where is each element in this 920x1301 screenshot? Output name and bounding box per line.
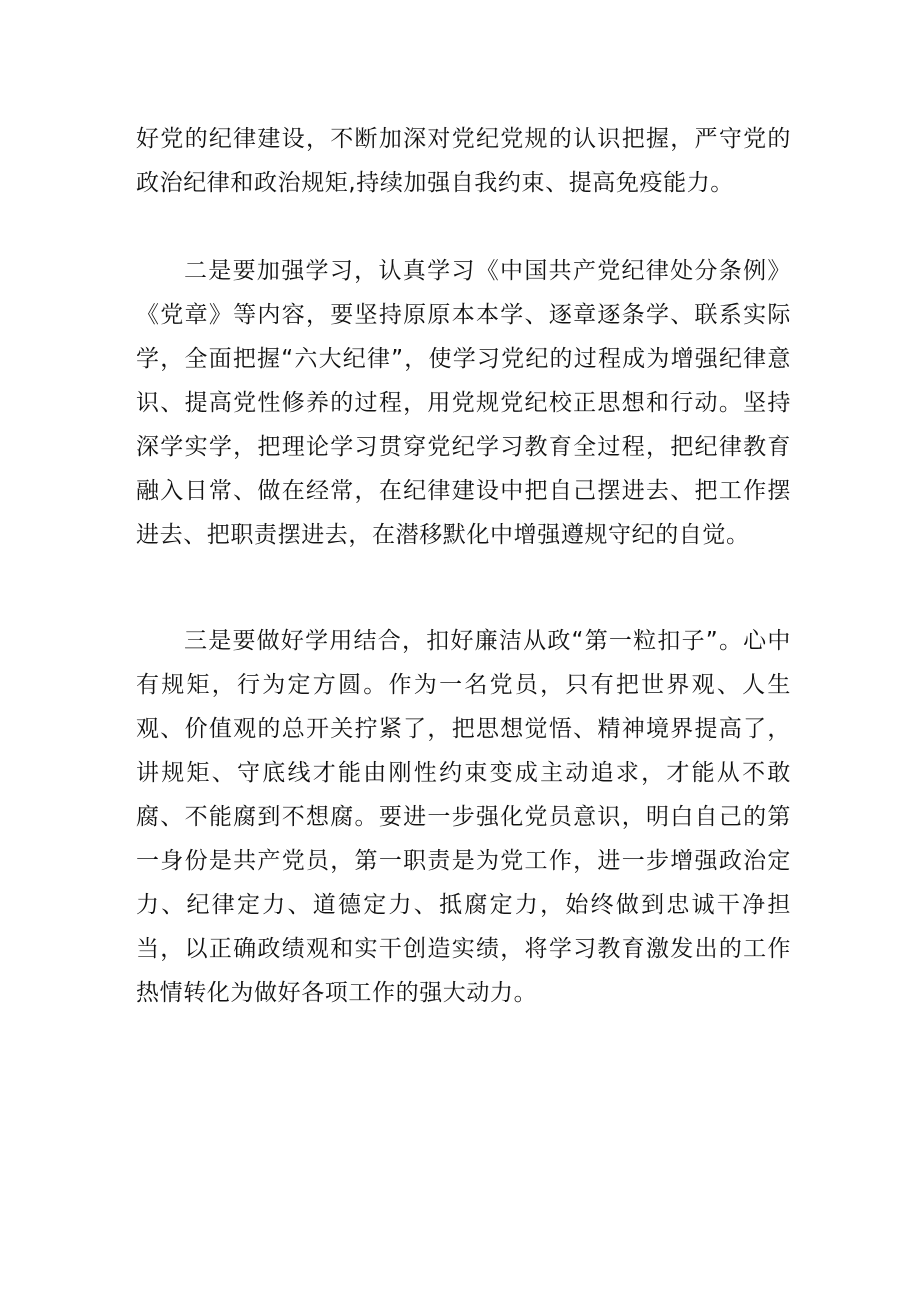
paragraph-study: 二是要加强学习，认真学习《中国共产党纪律处分条例》《党章》等内容，要坚持原原本本学、逐章逐条学、联系实际学，全面把握“六大纪律”，使学习党纪的过程成为增强纪律意识、提高党性修养的过程，用党规党纪校正思想和行动。坚持深学实学，把理论学习贯穿党纪学习教育全过程，把纪律教育融入日常、做在经常，在纪律建设中把自己摆进去、把工作摆进去、把职责摆进去，在潜移默化中增强遵规守纪的自觉。 bbox=[136, 258, 791, 548]
paragraph-practice: 三是要做好学用结合，扣好廉洁从政“第一粒扣子”。心中有规矩，行为定方圆。作为一名党员，只有把世界观、人生观、价值观的总开关拧紧了，把思想觉悟、精神境界提高了，讲规矩、守底线才能由刚性约束变成主动追求，才能从不敢腐、不能腐到不想腐。要进一步强化党员意识，明白自己的第一身份是共产党员，第一职责是为党工作，进一步增强政治定力、纪律定力、道德定力、抵腐定力，始终做到忠诚干净担当，以正确政绩观和实干创造实绩，将学习教育激发出的工作热情转化为做好各项工作的强大动力。 bbox=[136, 628, 791, 1006]
paragraph-continuation: 好党的纪律建设，不断加深对党纪党规的认识把握，严守党的政治纪律和政治规矩,持续加强自我约束、提高免疫能力。 bbox=[136, 126, 791, 196]
